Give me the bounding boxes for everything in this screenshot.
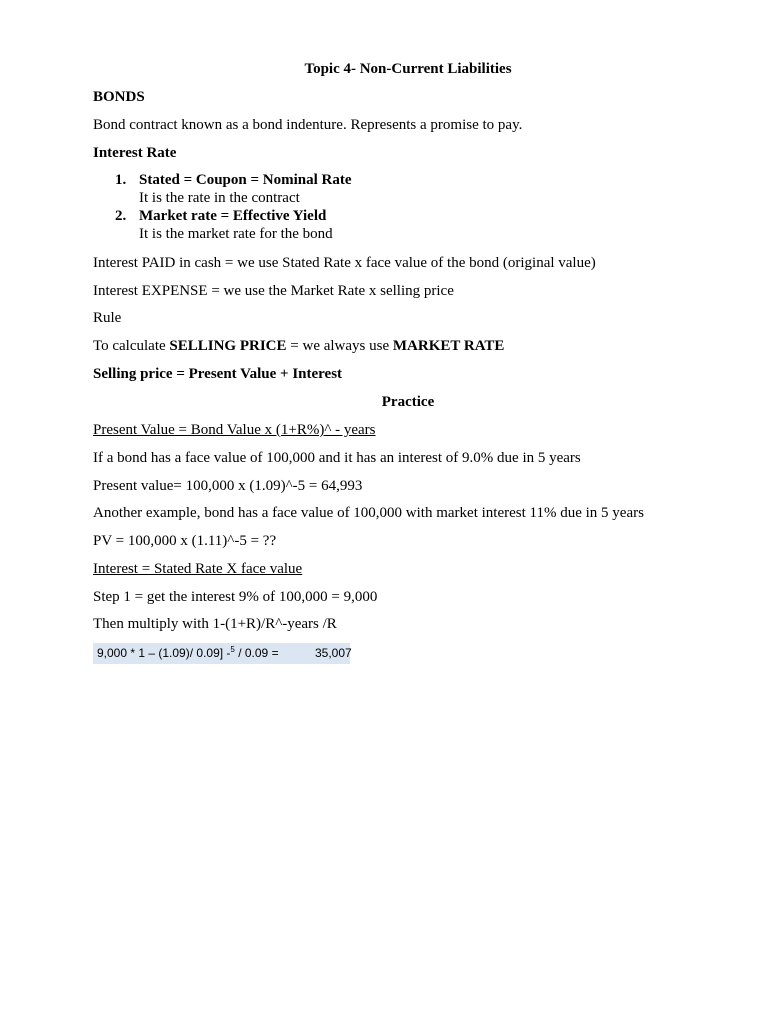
example-two-calculation: PV = 100,000 x (1.11)^-5 = ?? <box>93 533 277 549</box>
then-multiply-text: Then multiply with 1-(1+R)/R^-years /R <box>93 616 337 632</box>
formula-exponent: 5 <box>230 645 235 654</box>
selling-price-rule <box>93 337 504 355</box>
formula-result: 35,007 <box>315 646 352 660</box>
interest-formula: Interest = Stated Rate X face value <box>93 561 303 577</box>
formula-expression-part1: 9,000 * 1 – (1.09)/ 0.09] - <box>97 646 231 660</box>
list-item-number: 2. <box>115 208 127 224</box>
list-item-description: It is the market rate for the bond <box>139 226 333 242</box>
list-item-number: 1. <box>115 172 127 188</box>
highlighted-formula-box <box>93 643 350 664</box>
page-title: Topic 4- Non-Current Liabilities <box>304 61 512 77</box>
selling-price-formula: Selling price = Present Value + Interest <box>93 366 343 382</box>
example-two-text: Another example, bond has a face value of 100,000 with market interest 11% due in 5 years <box>93 505 644 521</box>
selling-price-prefix: To calculate <box>93 338 170 354</box>
step-one-text: Step 1 = get the interest 9% of 100,000 = 9,000 <box>93 589 378 605</box>
selling-price-bold: SELLING PRICE <box>169 338 287 354</box>
formula-expression <box>97 643 279 664</box>
bond-contract-text: Bond contract known as a bond indenture. Represents a promise to pay. <box>93 117 523 133</box>
list-item-name: Market rate = Effective Yield <box>139 208 327 224</box>
interest-expense-text: Interest EXPENSE = we use the Market Rate x selling price <box>93 283 454 299</box>
list-item-name: Stated = Coupon = Nominal Rate <box>139 172 352 188</box>
present-value-formula: Present Value = Bond Value x (1+R%)^ - years <box>93 422 376 438</box>
interest-paid-text: Interest PAID in cash = we use Stated Rate x face value of the bond (original value) <box>93 255 596 271</box>
rule-text: Rule <box>93 310 122 326</box>
formula-expression-part2: / 0.09 = <box>234 646 279 660</box>
selling-price-middle: = we always use <box>286 338 393 354</box>
interest-rate-heading: Interest Rate <box>93 145 177 161</box>
market-rate-bold: MARKET RATE <box>392 338 505 354</box>
practice-heading: Practice <box>381 394 435 410</box>
bonds-heading: BONDS <box>93 89 145 105</box>
list-item-description: It is the rate in the contract <box>139 190 300 206</box>
example-one-text: If a bond has a face value of 100,000 and it has an interest of 9.0% due in 5 years <box>93 450 581 466</box>
example-one-calculation: Present value= 100,000 x (1.09)^-5 = 64,993 <box>93 478 363 494</box>
